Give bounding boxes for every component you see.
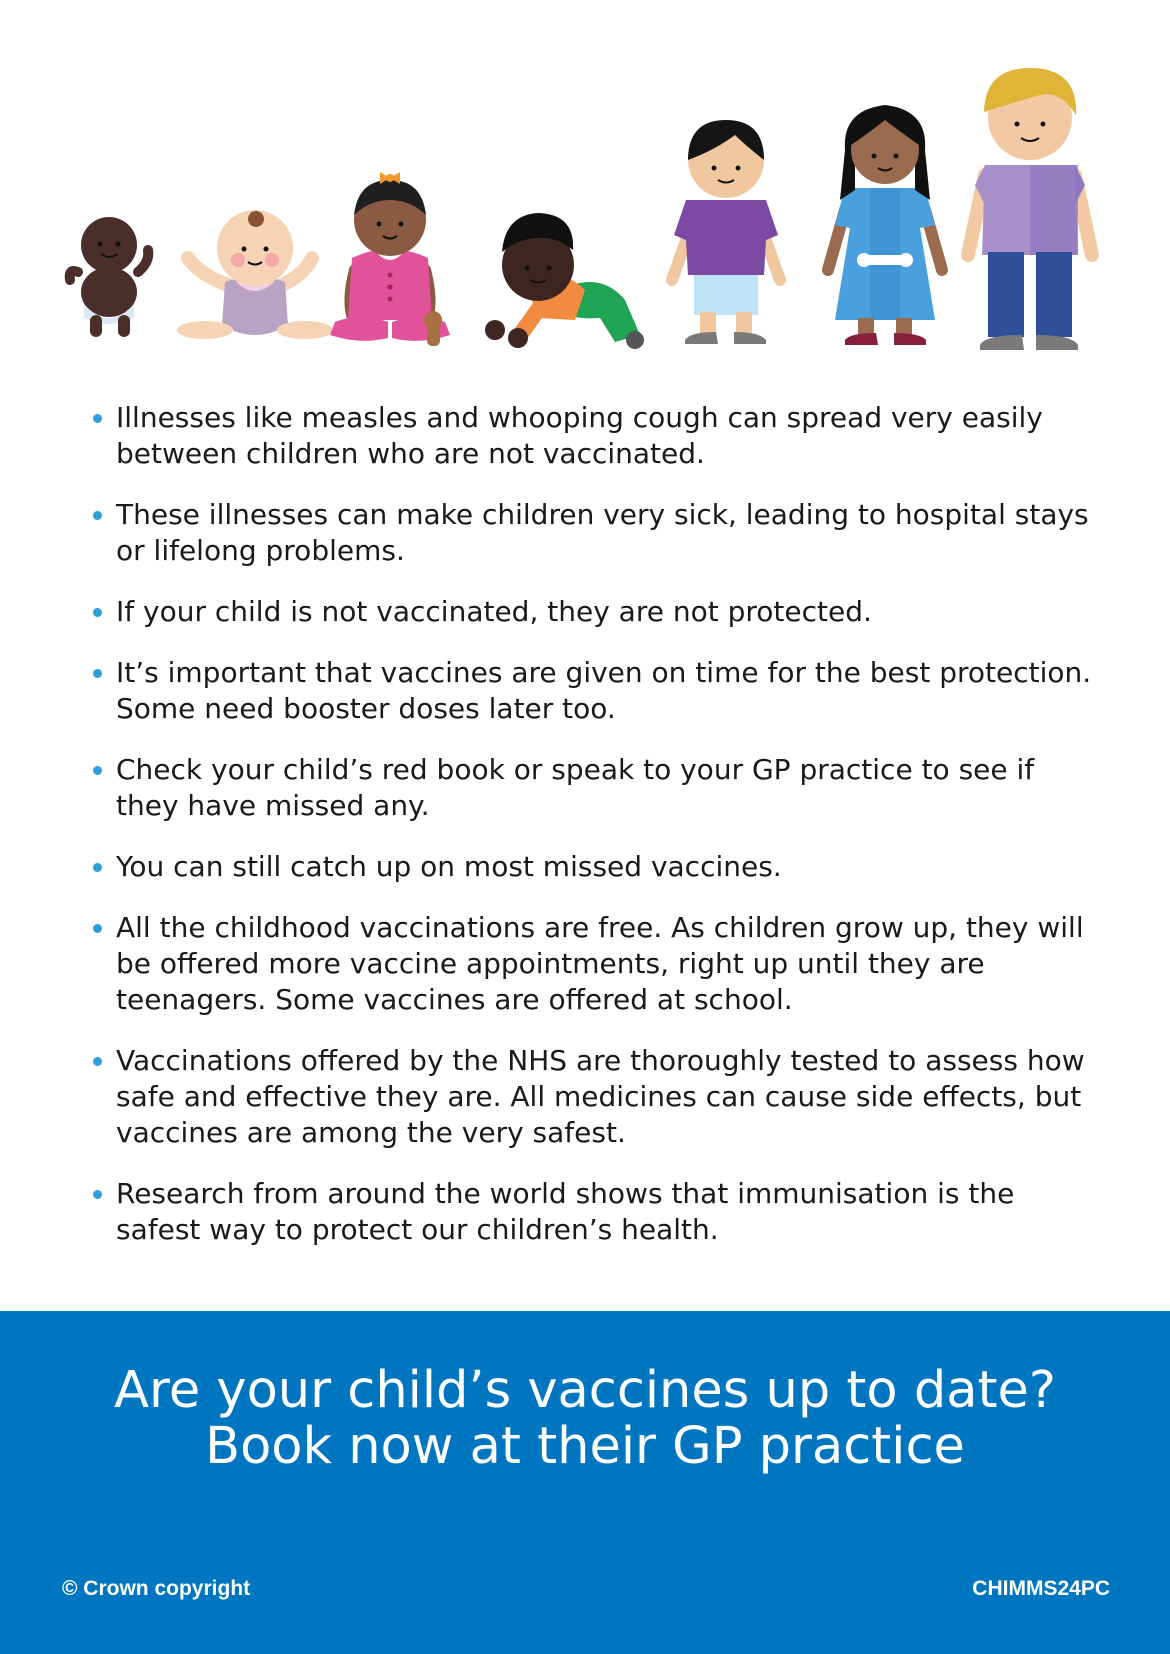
bullet-text: These illnesses can make children very sick, leading to hospital stays or lifelong problems. <box>116 498 1089 567</box>
list-item <box>92 910 1092 1018</box>
bullet-dot-icon <box>93 924 102 933</box>
list-item <box>92 655 1092 727</box>
list-item <box>92 400 1092 472</box>
crawling-toddler-figure <box>485 213 644 349</box>
bullet-text: It’s important that vaccines are given on time for the best protection. Some need booster doses later too. <box>116 656 1092 725</box>
banner-headline <box>0 1363 1170 1475</box>
bullet-dot-icon <box>93 414 102 423</box>
bullet-text: You can still catch up on most missed vaccines. <box>116 850 782 883</box>
bullet-dot-icon <box>93 863 102 872</box>
headline-line-1: Are your child’s vaccines up to date? <box>114 1361 1056 1420</box>
newborn-figure <box>70 217 149 337</box>
bullet-text: All the childhood vaccinations are free. As children grow up, they will be offered more vaccine appointments, right up until they are teenagers. Some vaccines are offered at school. <box>116 911 1084 1016</box>
crown-copyright: © Crown copyright <box>62 1577 251 1600</box>
sitting-toddler-figure <box>330 172 450 346</box>
girl-figure <box>828 105 942 345</box>
call-to-action-banner <box>0 1311 1170 1654</box>
bullet-dot-icon <box>93 1057 102 1066</box>
baby-figure <box>177 210 333 339</box>
bullet-dot-icon <box>93 669 102 678</box>
bullet-dot-icon <box>93 766 102 775</box>
headline-line-2: Book now at their GP practice <box>205 1417 965 1476</box>
publication-code: CHIMMS24PC <box>972 1577 1110 1600</box>
bullet-text: Vaccinations offered by the NHS are thoroughly tested to assess how safe and effective they are. All medicines can cause side effects, but vaccines are among the very safest. <box>116 1044 1085 1149</box>
older-child-figure <box>968 68 1092 350</box>
bullet-text: Research from around the world shows that immunisation is the safest way to protect our children’s health. <box>116 1177 1015 1246</box>
bullet-text: If your child is not vaccinated, they are not protected. <box>116 595 872 628</box>
list-item <box>92 594 1092 630</box>
list-item <box>92 1176 1092 1248</box>
list-item <box>92 849 1092 885</box>
bullet-text: Illnesses like measles and whooping cough can spread very easily between children who are not vaccinated. <box>116 401 1043 470</box>
children-illustration <box>0 0 1170 370</box>
key-facts-list <box>92 400 1092 1273</box>
bullet-dot-icon <box>93 1190 102 1199</box>
bullet-text: Check your child’s red book or speak to your GP practice to see if they have missed any. <box>116 753 1035 822</box>
bullet-dot-icon <box>93 511 102 520</box>
list-item <box>92 497 1092 569</box>
list-item <box>92 752 1092 824</box>
small-child-figure <box>672 120 780 344</box>
bullet-dot-icon <box>93 608 102 617</box>
list-item <box>92 1043 1092 1151</box>
